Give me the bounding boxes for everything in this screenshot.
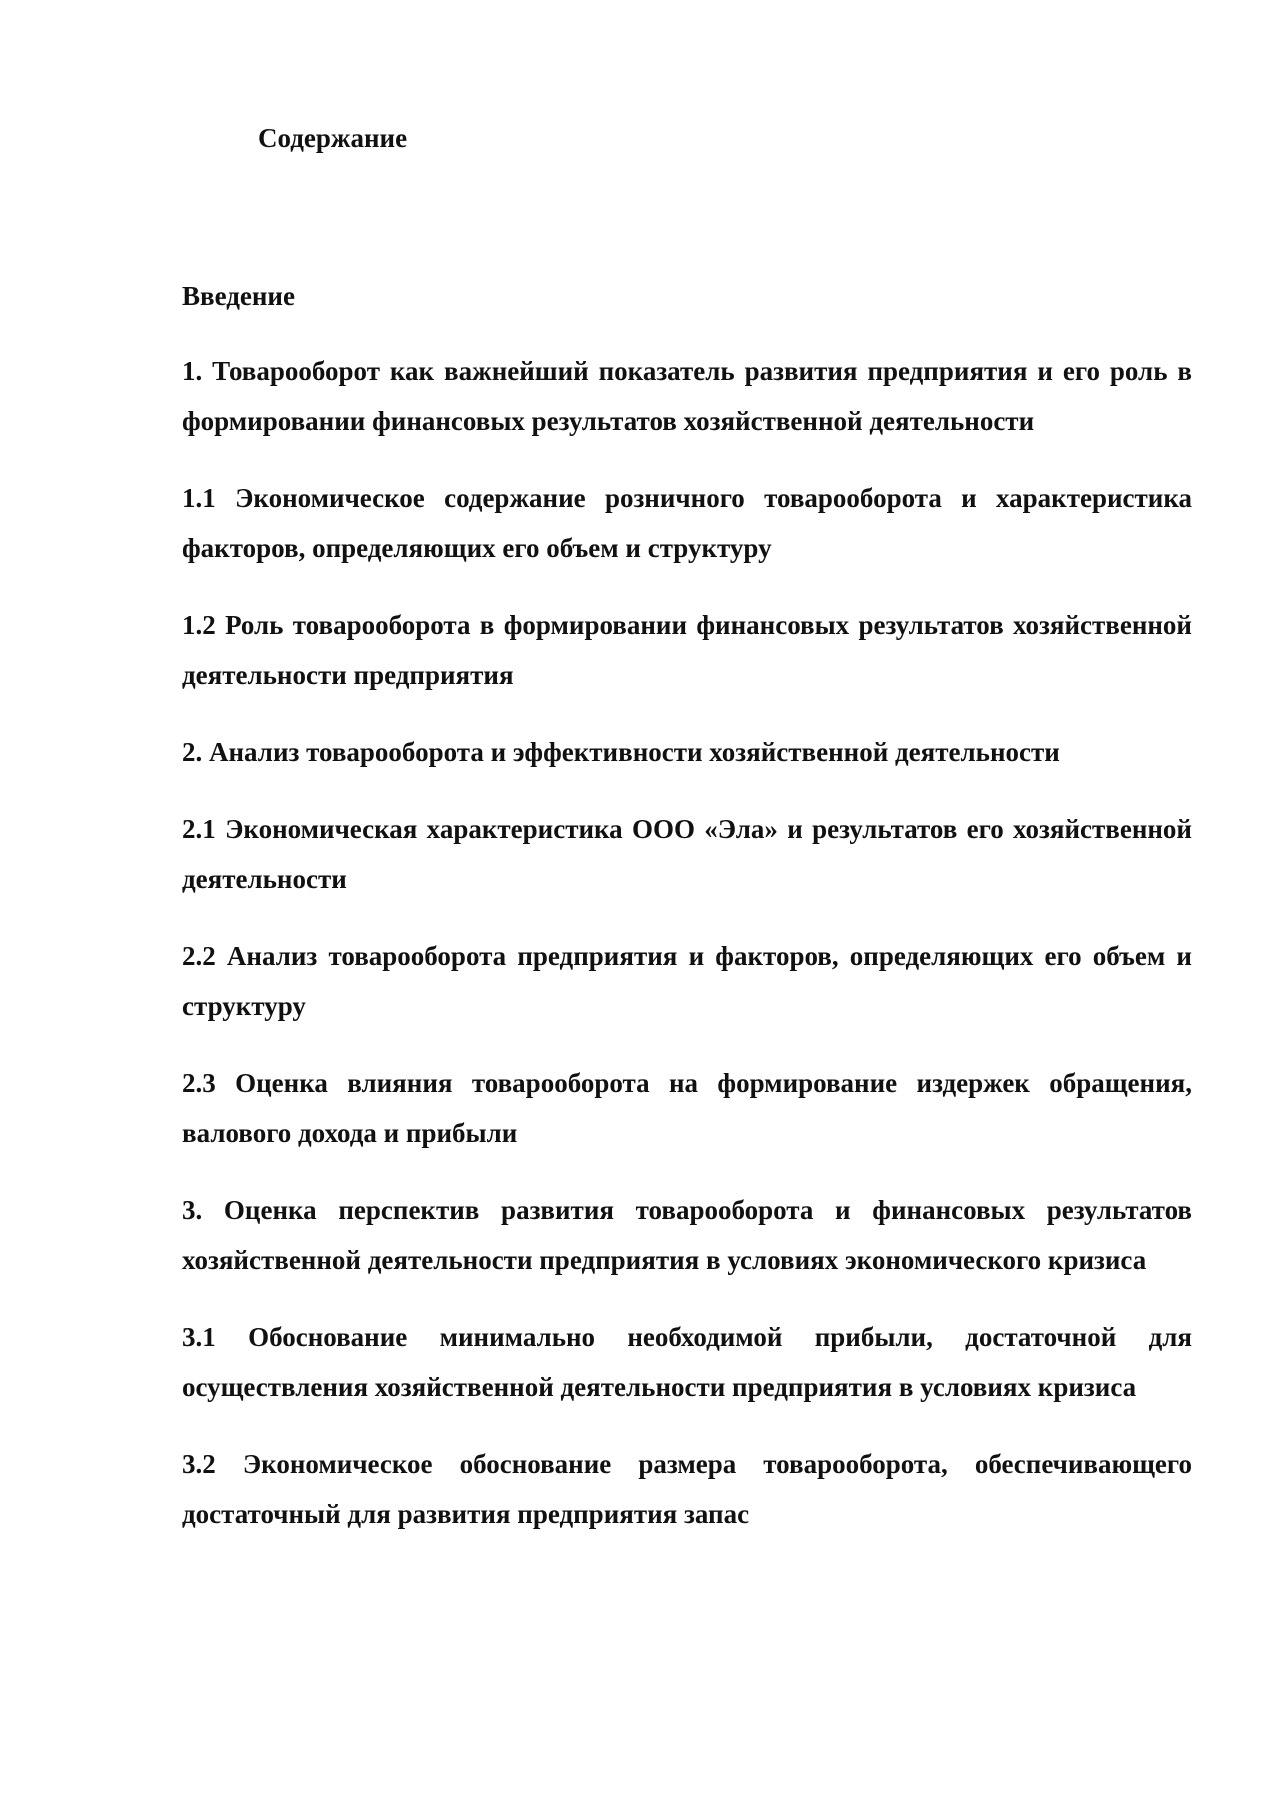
toc-entry-section-1-1: 1.1 Экономическое содержание розничного товарооборота и характеристика факторов, определяющих его объем и структуру bbox=[182, 483, 1192, 563]
toc-entry-section-2-2: 2.2 Анализ товарооборота предприятия и факторов, определяющих его объем и структуру bbox=[182, 941, 1192, 1021]
toc-entry-introduction: Введение bbox=[182, 281, 295, 311]
page-title: Содержание bbox=[258, 123, 408, 153]
toc-entry-section-3-1: 3.1 Обоснование минимально необходимой прибыли, достаточной для осуществления хозяйственной деятельности предприятия в условиях кризиса bbox=[182, 1322, 1192, 1402]
toc-entry-section-3-2: 3.2 Экономическое обоснование размера товарооборота, обеспечивающего достаточный для развития предприятия запас bbox=[182, 1449, 1192, 1529]
table-of-contents bbox=[182, 271, 1192, 1539]
toc-entry-section-2: 2. Анализ товарооборота и эффективности хозяйственной деятельности bbox=[182, 737, 1060, 767]
toc-entry-section-3: 3. Оценка перспектив развития товарооборота и финансовых результатов хозяйственной деятельности предприятия в условиях экономического кризиса bbox=[182, 1195, 1192, 1275]
toc-entry-section-1-2: 1.2 Роль товарооборота в формировании финансовых результатов хозяйственной деятельности предприятия bbox=[182, 610, 1192, 690]
toc-entry-section-2-1: 2.1 Экономическая характеристика ООО «Эла» и результатов его хозяйственной деятельности bbox=[182, 814, 1192, 894]
toc-entry-section-1: 1. Товарооборот как важнейший показатель развития предприятия и его роль в формировании финансовых результатов хозяйственной деятельности bbox=[182, 356, 1192, 436]
toc-entry-section-2-3: 2.3 Оценка влияния товарооборота на формирование издержек обращения, валового дохода и прибыли bbox=[182, 1068, 1192, 1148]
